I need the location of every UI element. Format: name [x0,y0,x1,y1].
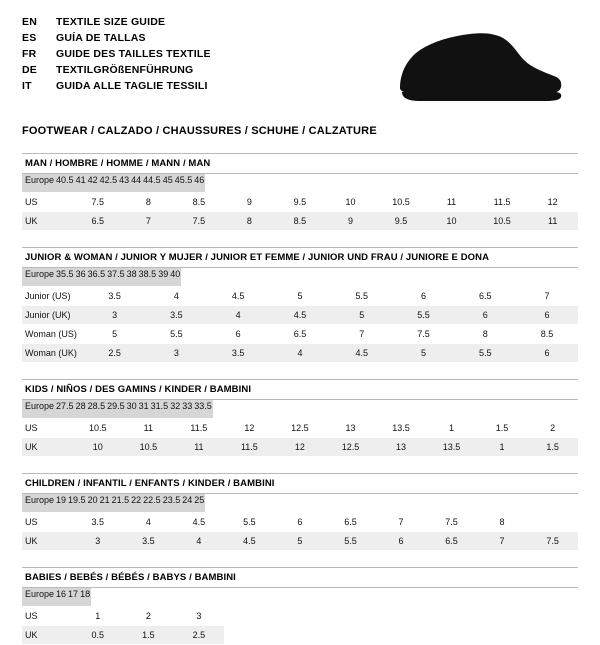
language-code: IT [22,80,32,92]
size-cell: 1.5 [527,438,578,457]
size-section [22,567,578,645]
size-cell: 3.5 [146,306,208,325]
size-cell: 7.5 [174,212,225,231]
size-cell: 40.5 [55,174,75,193]
row-label: US [22,607,73,626]
table-row [22,419,578,438]
size-cell: 21 [99,494,111,513]
row-label: US [22,513,73,532]
size-cell: 9 [224,193,275,212]
size-cell: 42.5 [99,174,119,193]
size-table [22,588,578,645]
table-row [22,513,578,532]
size-cell: 1 [477,438,528,457]
size-cell: 11 [123,419,174,438]
size-cell: 10 [426,212,477,231]
size-cell: 10.5 [477,212,528,231]
size-cell: 9 [325,212,376,231]
size-cell: 45.5 [174,174,194,193]
size-cell [325,607,376,626]
language-code: ES [22,32,37,44]
size-cell: 11.5 [477,193,528,212]
size-cell: 32 [169,400,181,419]
size-cell: 44.5 [142,174,162,193]
size-cell: 12 [224,419,275,438]
size-section [22,153,578,231]
size-cell: 6.5 [269,325,331,344]
size-section-title: JUNIOR & WOMAN / JUNIOR Y MUJER / JUNIOR ET FEMME / JUNIOR UND FRAU / JUNIORE E DONA [22,247,578,268]
size-cell: 13.5 [426,438,477,457]
size-cell [426,607,477,626]
size-cell: 3 [146,344,208,363]
size-cell: 11 [527,212,578,231]
size-cell: 6.5 [426,532,477,551]
size-cell: 5.5 [325,532,376,551]
size-cell: 6 [516,306,578,325]
row-label: US [22,193,73,212]
size-cell: 7.5 [393,325,455,344]
size-cell [103,588,105,607]
size-cell: 10.5 [73,419,124,438]
size-cell: 18 [79,588,91,607]
row-label: US [22,419,73,438]
table-row [22,532,578,551]
language-title: GUIDE DES TAILLES TEXTILE [56,48,211,60]
size-cell: 12.5 [325,438,376,457]
row-label: UK [22,532,73,551]
table-row [22,325,578,344]
row-label: Woman (US) [22,325,84,344]
size-cell: 1.5 [123,626,174,645]
size-cell: 5.5 [331,287,393,306]
size-cell: 1 [73,607,124,626]
table-row [22,287,578,306]
size-cell: 3.5 [207,344,269,363]
size-cell: 6 [516,344,578,363]
size-cell [477,607,528,626]
size-cell: 7 [123,212,174,231]
size-sections [22,153,578,645]
size-cell: 28 [75,400,87,419]
size-cell: 4 [123,513,174,532]
size-section-title: CHILDREN / INFANTIL / ENFANTS / KINDER / BAMBINI [22,473,578,494]
row-label: Junior (US) [22,287,84,306]
size-cell: 5.5 [224,513,275,532]
size-cell: 3.5 [123,532,174,551]
language-code: FR [22,48,37,60]
size-cell: 10 [73,438,124,457]
size-cell: 7.5 [73,193,124,212]
language-title: GUIDA ALLE TAGLIE TESSILI [56,80,208,92]
size-cell: 40 [169,268,181,287]
size-cell: 42 [87,174,99,193]
size-cell: 39 [157,268,169,287]
table-row [22,626,578,645]
size-cell: 7 [516,287,578,306]
size-cell: 3 [73,532,124,551]
size-cell: 3 [84,306,146,325]
size-cell: 46 [193,174,205,193]
size-cell: 3.5 [73,513,124,532]
language-row [22,32,211,48]
size-cell: 37.5 [106,268,126,287]
size-cell: 45 [162,174,174,193]
table-row [22,268,84,287]
language-row [22,64,211,80]
document-header [22,16,578,111]
size-cell: 12.5 [275,419,326,438]
language-row [22,16,211,32]
size-section-title: BABIES / BEBÉS / BÉBÉS / BABYS / BAMBINI [22,567,578,588]
size-section-title: MAN / HOMBRE / HOMME / MANN / MAN [22,153,578,174]
size-cell: 1 [426,419,477,438]
row-label: Europe [22,400,55,419]
size-cell: 36.5 [87,268,107,287]
table-row [22,588,73,607]
size-cell: 11.5 [174,419,225,438]
size-cell: 6 [207,325,269,344]
size-cell: 7 [477,532,528,551]
size-cell: 5 [269,287,331,306]
size-cell: 4.5 [207,287,269,306]
size-cell: 13.5 [376,419,427,438]
language-title: TEXTILE SIZE GUIDE [56,16,166,28]
language-row [22,48,211,64]
size-cell: 10.5 [123,438,174,457]
size-cell: 8.5 [516,325,578,344]
language-title-list [22,16,211,96]
size-cell: 7.5 [426,513,477,532]
language-title: TEXTILGRÖßENFÜHRUNG [56,64,194,76]
size-cell [527,607,578,626]
table-row [22,400,73,419]
size-cell: 25 [193,494,205,513]
size-table [22,494,578,551]
size-cell: 12 [527,193,578,212]
size-cell: 33.5 [193,400,213,419]
size-cell: 2.5 [174,626,225,645]
size-cell: 35.5 [55,268,75,287]
size-cell: 5.5 [454,344,516,363]
size-cell: 6 [393,287,455,306]
size-cell: 38 [126,268,138,287]
table-row [22,174,73,193]
size-cell: 4.5 [269,306,331,325]
size-cell: 2 [123,607,174,626]
table-row [22,494,73,513]
size-cell: 31 [138,400,150,419]
size-cell [426,626,477,645]
size-cell: 29.5 [106,400,126,419]
size-cell: 43 [118,174,130,193]
size-cell: 24 [181,494,193,513]
size-cell [325,626,376,645]
size-cell: 8 [477,513,528,532]
size-cell: 22.5 [142,494,162,513]
size-cell: 19.5 [67,494,87,513]
size-cell: 17 [67,588,79,607]
size-cell [477,626,528,645]
row-label: Europe [22,494,55,513]
size-cell: 9.5 [275,193,326,212]
table-row [22,438,578,457]
size-cell: 0.5 [73,626,124,645]
size-cell: 20 [87,494,99,513]
size-cell: 8 [224,212,275,231]
size-cell: 36 [75,268,87,287]
dress-shoe-icon [394,28,564,111]
size-cell: 13 [325,419,376,438]
size-cell [275,626,326,645]
language-code: DE [22,64,37,76]
size-section [22,247,578,363]
row-label: Europe [22,174,55,193]
size-cell: 2.5 [84,344,146,363]
size-cell [275,607,326,626]
size-cell [224,607,275,626]
size-cell: 19 [55,494,67,513]
size-cell: 6.5 [325,513,376,532]
row-label: Europe [22,268,55,287]
size-cell [376,607,427,626]
size-cell: 8.5 [275,212,326,231]
row-label: UK [22,438,73,457]
size-cell [527,626,578,645]
size-cell [224,626,275,645]
size-cell: 7 [376,513,427,532]
row-label: UK [22,212,73,231]
size-cell: 5 [84,325,146,344]
size-table [22,174,578,231]
row-label: Junior (UK) [22,306,84,325]
size-cell: 11.5 [224,438,275,457]
size-cell: 10 [325,193,376,212]
size-cell: 4 [207,306,269,325]
size-cell: 5 [275,532,326,551]
size-cell: 1.5 [477,419,528,438]
size-cell: 27.5 [55,400,75,419]
size-cell: 6 [454,306,516,325]
size-cell: 21.5 [111,494,131,513]
language-code: EN [22,16,37,28]
size-cell: 8 [454,325,516,344]
size-table [22,268,578,363]
size-cell: 6.5 [454,287,516,306]
size-cell: 31.5 [150,400,170,419]
size-cell: 9.5 [376,212,427,231]
size-cell: 23.5 [162,494,182,513]
row-label: Europe [22,588,55,607]
table-row [22,212,578,231]
size-cell: 7 [331,325,393,344]
size-cell: 4.5 [224,532,275,551]
size-section [22,473,578,551]
size-cell: 11 [174,438,225,457]
size-cell: 22 [130,494,142,513]
size-cell: 10.5 [376,193,427,212]
table-row [22,607,578,626]
table-row [22,306,578,325]
size-cell: 8.5 [174,193,225,212]
size-cell: 4 [174,532,225,551]
size-cell: 4 [146,287,208,306]
size-cell: 2 [527,419,578,438]
size-cell: 3 [174,607,225,626]
size-cell [527,513,578,532]
category-line: FOOTWEAR / CALZADO / CHAUSSURES / SCHUHE / CALZATURE [22,125,377,137]
size-cell: 30 [126,400,138,419]
size-table [22,400,578,457]
size-cell: 12 [275,438,326,457]
size-cell: 5 [331,306,393,325]
size-cell: 44 [130,174,142,193]
size-section-title: KIDS / NIÑOS / DES GAMINS / KINDER / BAMBINI [22,379,578,400]
size-section [22,379,578,457]
size-cell: 41 [75,174,87,193]
size-cell: 5.5 [393,306,455,325]
size-cell: 33 [181,400,193,419]
size-cell: 4.5 [331,344,393,363]
language-title: GUÍA DE TALLAS [56,32,146,44]
size-cell: 6.5 [73,212,124,231]
size-cell: 8 [123,193,174,212]
size-cell: 4.5 [174,513,225,532]
size-cell: 38.5 [138,268,158,287]
row-label: Woman (UK) [22,344,84,363]
size-cell: 6 [376,532,427,551]
size-cell: 16 [55,588,67,607]
size-cell: 6 [275,513,326,532]
size-cell [376,626,427,645]
size-cell: 4 [269,344,331,363]
size-cell: 11 [426,193,477,212]
size-cell: 3.5 [84,287,146,306]
table-row [22,193,578,212]
size-cell: 28.5 [87,400,107,419]
size-cell: 5.5 [146,325,208,344]
table-row [22,344,578,363]
size-cell: 13 [376,438,427,457]
language-row [22,80,211,96]
row-label: UK [22,626,73,645]
size-cell: 7.5 [527,532,578,551]
size-cell: 5 [393,344,455,363]
